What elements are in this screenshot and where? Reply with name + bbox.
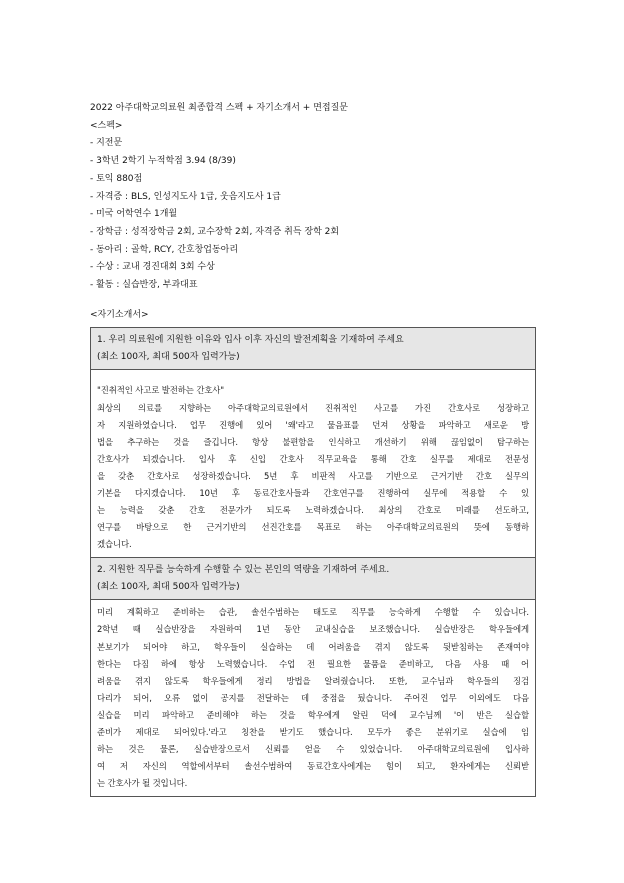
answer-1-line: 법을 추구하는 것을 즐깁니다. 항상 불편함을 인식하고 개선하기 위해 끊임없이 탐구하는 — [97, 436, 529, 447]
question-2-cell — [91, 558, 536, 600]
answer-1-line: 는 능력을 갖춘 간호 전문가가 되도록 노력하겠습니다. 최상의 간호로 미래를 선도하고, — [97, 505, 529, 516]
spec-list — [90, 135, 536, 294]
answer-2-line: 준비가 제대로 되어있다.'라고 칭찬을 받기도 했습니다. 모두가 좋은 분위기로 실습에 임 — [97, 727, 529, 738]
answer-2-line: 실습을 미리 파악하고 준비해야 하는 것을 학우에게 알린 덕에 교수님께 '이 반은 실습할 — [97, 709, 529, 720]
question-2-limit: (최소 100자, 최대 500자 입력가능) — [97, 581, 240, 592]
spec-item: - 활동 : 실습반장, 부과대표 — [90, 280, 198, 291]
answer-1-line: 을 갖춘 간호사로 성장하겠습니다. 5년 후 비판적 사고를 기반으로 근거기반 간호 실무의 — [97, 470, 529, 481]
document-page — [90, 100, 536, 797]
answer-2-line: 미리 계획하고 준비하는 습관, 솔선수범하는 태도로 직무를 능숙하게 수행할 수 있습니다. — [97, 607, 529, 618]
answer-2-line: 다리가 되어, 오류 없이 공지를 전달하는 데 중점을 뒀습니다. 주어진 업무 이외에도 다음 — [97, 692, 529, 703]
answer-2-line: 는 간호사가 될 것입니다. — [97, 778, 188, 789]
answer-1-line: "진취적인 사고로 발전하는 간호사" — [97, 385, 225, 396]
answer-1-line: 연구를 바탕으로 한 근거기반의 선진간호를 목표로 하는 아주대학교의료원의 뜻에 동행하 — [97, 522, 529, 533]
document-title: 2022 아주대학교의료원 최종합격 스펙 + 자기소개서 + 면접질문 — [90, 103, 348, 113]
spec-item: - 수상 : 교내 경진대회 3회 수상 — [90, 262, 215, 273]
question-1-text: 1. 우리 의료원에 지원한 이유와 입사 이후 자신의 발전계획을 기재하여 주세요 — [97, 335, 404, 346]
answer-2-line: 려움을 겪지 않도록 학우들에게 정리 방법을 알려줬습니다. 또한, 교수님과 학우들의 징검 — [97, 675, 529, 686]
essay-table — [90, 327, 536, 797]
spec-item: - 장학금 : 성적장학금 2회, 교수장학 2회, 자격증 취득 장학 2회 — [90, 226, 340, 237]
spec-item: - 3학년 2학기 누적학점 3.94 (8/39) — [90, 156, 236, 167]
question-1-limit: (최소 100자, 최대 500자 입력가능) — [97, 351, 240, 362]
essay-heading: <자기소개서> — [90, 309, 149, 320]
spec-item: - 지전문 — [90, 138, 123, 149]
spec-item: - 미국 어학연수 1개월 — [90, 209, 178, 220]
question-1-cell — [91, 328, 536, 370]
spec-item: - 동아리 : 골학, RCY, 간호창업동아리 — [90, 244, 239, 255]
answer-1-line: 기본을 다지겠습니다. 10년 후 동료간호사들과 간호연구를 진행하여 실무에 적용할 수 있 — [97, 488, 529, 498]
answer-2-line: 하는 것은 물론, 실습반장으로서 신뢰를 얻을 수 있었습니다. 아주대학교의료원에 입사하 — [97, 744, 529, 755]
spec-item: - 자격증 : BLS, 인성지도사 1급, 웃음지도사 1급 — [90, 191, 281, 202]
answer-2-line: 2학년 때 실습반장을 자원하여 1년 동안 교내실습을 보조했습니다. 실습반장은 학우들에게 — [97, 624, 529, 635]
section-spacer — [90, 295, 536, 307]
answer-2-line: 여 저 자신의 역할에서부터 솔선수범하여 동료간호사에게는 힘이 되고, 환자에게는 신뢰받 — [97, 761, 529, 772]
answer-2-cell — [91, 600, 536, 797]
answer-1-cell — [91, 370, 536, 558]
spec-item: - 토익 880점 — [90, 173, 143, 184]
answer-1-line: 자 지원하였습니다. 업무 진행에 있어 '왜'라고 물음표를 던져 상황을 파악하고 새로운 방 — [97, 419, 529, 430]
answer-1-line: 최상의 의료를 지향하는 아주대학교의료원에서 진취적인 사고를 가진 간호사로 성장하고 — [97, 402, 529, 413]
answer-2-line: 본보기가 되어야 하고, 학우들이 실습하는 데 어려움을 겪지 않도록 뒷받침하는 존재여야 — [97, 641, 529, 652]
answer-2-line: 한다는 다짐 하에 항상 노력했습니다. 수업 전 필요한 물품을 준비하고, 다음 사용 때 어 — [97, 658, 529, 669]
answer-1-line: 겠습니다. — [97, 539, 132, 550]
spec-heading: <스펙> — [90, 120, 123, 131]
answer-1-line: 간호사가 되겠습니다. 입사 후 신입 간호사 직무교육을 통해 간호 실무를 제대로 전문성 — [97, 453, 529, 464]
question-2-text: 2. 지원한 직무를 능숙하게 수행할 수 있는 본인의 역량을 기재하여 주세요. — [97, 565, 390, 576]
